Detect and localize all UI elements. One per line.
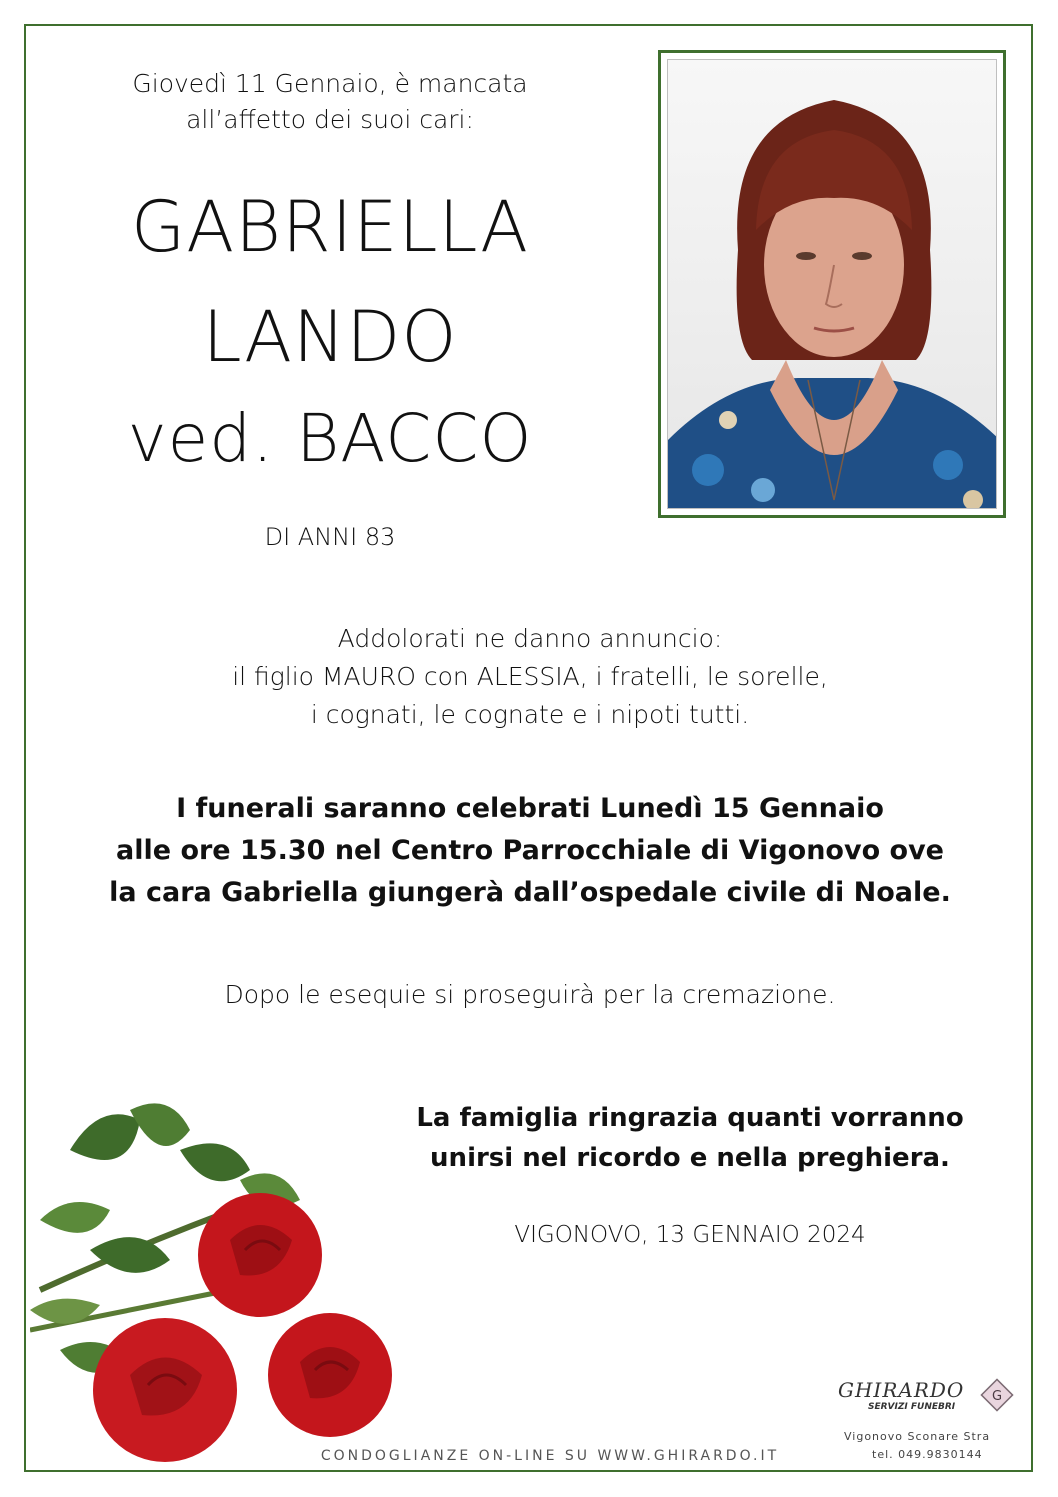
announcement-text xyxy=(150,620,910,734)
roses-image xyxy=(30,1090,430,1470)
portrait-photo xyxy=(658,50,1006,518)
logo-g-diamond-icon xyxy=(980,1378,1014,1412)
logo-address: Vigonovo Sconare Stra xyxy=(844,1430,991,1443)
announcement-line-2: il figlio MAURO con ALESSIA, i fratelli, le sorelle, xyxy=(232,662,828,691)
logo-letter: G xyxy=(991,1389,1003,1404)
family-thanks xyxy=(380,1098,1000,1178)
funeral-line-1: I funerali saranno celebrati Lunedì 15 Gennaio xyxy=(176,793,884,824)
deceased-first-name: GABRIELLA xyxy=(131,186,529,268)
portrait-illustration xyxy=(668,60,997,509)
funeral-home-logo xyxy=(838,1378,1034,1468)
deceased-married-name: ved. BACCO xyxy=(127,400,533,477)
funeral-line-2: alle ore 15.30 nel Centro Parrocchiale di Vigonovo ove xyxy=(116,835,944,866)
logo-phone: tel. 049.9830144 xyxy=(872,1448,983,1461)
intro-line-2: all’affetto dei suoi cari: xyxy=(186,105,474,134)
cremation-note: Dopo le esequie si proseguirà per la cremazione. xyxy=(224,980,836,1009)
thanks-line-2: unirsi nel ricordo e nella preghiera. xyxy=(430,1143,950,1173)
intro-line-1: Giovedì 11 Gennaio, è mancata xyxy=(132,69,528,98)
place-and-date: VIGONOVO, 13 GENNAIO 2024 xyxy=(514,1222,866,1248)
announcement-line-1: Addolorati ne danno annuncio: xyxy=(337,624,723,653)
announcement-line-3: i cognati, le cognate e i nipoti tutti. xyxy=(310,700,750,729)
deceased-age: DI ANNI 83 xyxy=(264,523,396,551)
condolences-website: CONDOGLIANZE ON-LINE SU WWW.GHIRARDO.IT xyxy=(320,1448,780,1464)
funeral-details xyxy=(80,788,980,914)
intro-text xyxy=(60,66,600,138)
logo-subtitle: SERVIZI FUNEBRI xyxy=(868,1402,956,1412)
portrait-image xyxy=(667,59,997,509)
roses-illustration xyxy=(30,1090,430,1470)
thanks-line-1: La famiglia ringrazia quanti vorranno xyxy=(416,1103,964,1133)
logo-name: GHIRARDO xyxy=(838,1378,965,1402)
deceased-last-name: LANDO xyxy=(202,296,458,378)
funeral-line-3: la cara Gabriella giungerà dall’ospedale civile di Noale. xyxy=(109,877,951,908)
